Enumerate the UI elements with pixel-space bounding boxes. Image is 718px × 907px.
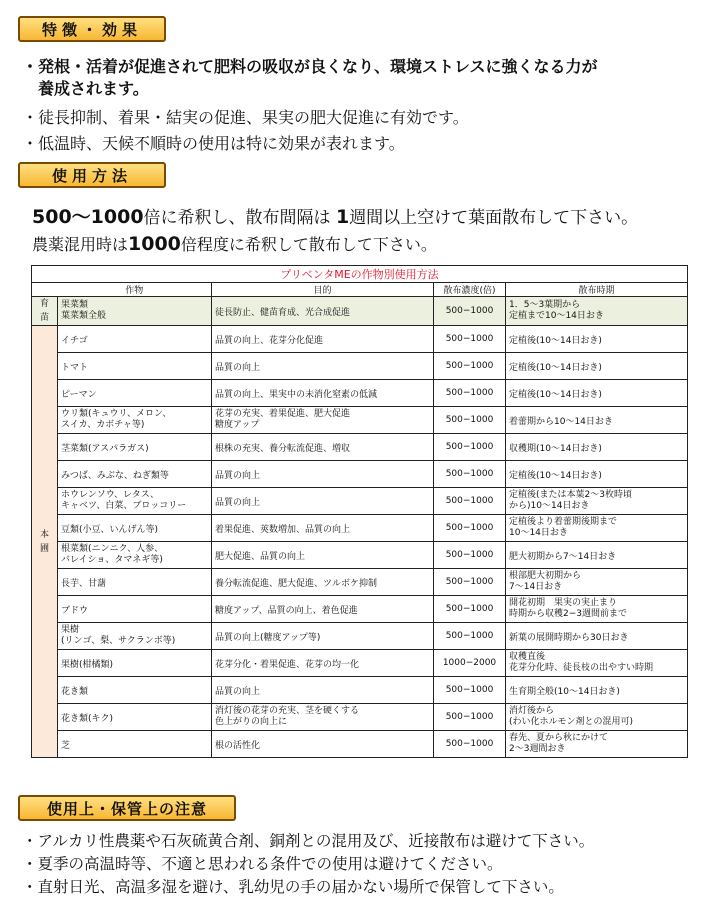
crop-cell: ブドウ: [58, 596, 212, 623]
purpose-cell: 着果促進、莢数増加、品質の向上: [212, 515, 434, 542]
table-row: [32, 461, 688, 488]
table-row: [32, 569, 688, 596]
timing-cell: 春先、夏から秋にかけて 2～3週間おき: [506, 731, 688, 758]
usage-line-1: [32, 202, 638, 229]
timing-cell: 新葉の展開時期から30日おき: [506, 623, 688, 650]
table-row: [32, 434, 688, 461]
table-title: プリベンタMEの作物別使用方法: [32, 266, 688, 283]
crop-cell: 果樹(柑橘類): [58, 650, 212, 677]
crop-cell: 根菜類(ニンニク、人参、 バレイショ、タマネギ等): [58, 542, 212, 569]
purpose-cell: 根株の充実、養分転流促進、増収: [212, 434, 434, 461]
caution-bullet-2: ・夏季の高温時等、不適と思われる条件での使用は避けてください。: [22, 855, 503, 873]
purpose-cell: 消灯後の花芽の充実、茎を硬くする 色上がりの向上に: [212, 704, 434, 731]
purpose-cell: 品質の向上: [212, 488, 434, 515]
purpose-cell: 糖度アップ、品質の向上、着色促進: [212, 596, 434, 623]
conc-cell: 500−1000: [434, 461, 506, 488]
crop-cell: 果樹 (リンゴ、梨、サクランボ等): [58, 623, 212, 650]
caution-bullet-1: ・アルカリ性農薬や石灰硫黄合剤、銅剤との混用及び、近接散布は避けて下さい。: [22, 832, 595, 850]
conc-cell: 500−1000: [434, 488, 506, 515]
nursery-conc: 500−1000: [434, 297, 506, 326]
conc-cell: 500−1000: [434, 623, 506, 650]
timing-cell: 定植後(10～14日おき): [506, 353, 688, 380]
table-row: [32, 326, 688, 353]
crop-cell: ホウレンソウ、レタス、 キャベツ、白菜、ブロッコリー: [58, 488, 212, 515]
header-timing: 散布時期: [506, 283, 688, 297]
crop-cell: 花き類(キク): [58, 704, 212, 731]
feature-bullet-3: ・低温時、天候不順時の使用は特に効果が表れます。: [22, 134, 405, 153]
stage-field: 本 圃: [32, 326, 58, 758]
conc-cell: 500−1000: [434, 515, 506, 542]
purpose-cell: 花芽分化・着果促進、花芽の均一化: [212, 650, 434, 677]
conc-cell: 500−1000: [434, 677, 506, 704]
crop-cell: ピーマン: [58, 380, 212, 407]
table-row: [32, 407, 688, 434]
conc-cell: 500−1000: [434, 542, 506, 569]
timing-cell: 収穫直後 花芽分化時、徒長枝の出やすい時期: [506, 650, 688, 677]
stage-nursery: 育 苗: [32, 297, 58, 326]
timing-cell: 定植後(10～14日おき): [506, 326, 688, 353]
header-conc: 散布濃度(倍): [434, 283, 506, 297]
crop-cell: イチゴ: [58, 326, 212, 353]
caution-bullet-3: ・直射日光、高温多湿を避け、乳幼児の手の届かない場所で保管して下さい。: [22, 878, 564, 896]
table-row: [32, 596, 688, 623]
purpose-cell: 根の活性化: [212, 731, 434, 758]
mix-dilution: 1000: [128, 233, 181, 255]
crop-cell: 豆類(小豆、いんげん等): [58, 515, 212, 542]
crop-cell: 長芋、甘藷: [58, 569, 212, 596]
features-heading: 特徴・効果: [18, 16, 166, 42]
interval-weeks: 1: [335, 206, 350, 228]
purpose-cell: 品質の向上、果実中の未消化窒素の低減: [212, 380, 434, 407]
conc-cell: 1000−2000: [434, 650, 506, 677]
crop-cell: みつば、みぶな、ねぎ類等: [58, 461, 212, 488]
usage-line-1-text-b: 週間以上空けて葉面散布して下さい。: [349, 208, 639, 228]
table-row: [32, 650, 688, 677]
conc-cell: 500−1000: [434, 380, 506, 407]
nursery-timing: 1．5～3葉期から 定植まで10～14日おき: [506, 297, 688, 326]
purpose-cell: 品質の向上: [212, 353, 434, 380]
purpose-cell: 品質の向上(糖度アップ等): [212, 623, 434, 650]
purpose-cell: 品質の向上: [212, 677, 434, 704]
header-stage: [32, 283, 58, 297]
timing-cell: 消灯後から (わい化ホルモン剤との混用可): [506, 704, 688, 731]
usage-line-2-text-b: 倍程度に希釈して散布して下さい。: [180, 235, 437, 254]
conc-cell: 500−1000: [434, 704, 506, 731]
usage-line-1-text-a: 倍に希釈し、散布間隔は: [143, 208, 336, 228]
crop-cell: 花き類: [58, 677, 212, 704]
timing-cell: 収穫期(10～14日おき): [506, 434, 688, 461]
conc-cell: 500−1000: [434, 434, 506, 461]
conc-cell: 500−1000: [434, 407, 506, 434]
conc-cell: 500−1000: [434, 353, 506, 380]
purpose-cell: 養分転流促進、肥大促進、ツルボケ抑制: [212, 569, 434, 596]
feature-bullet-2: ・徒長抑制、着果・結実の促進、果実の肥大促進に有効です。: [22, 108, 469, 127]
nursery-row: [32, 297, 688, 326]
conc-cell: 500−1000: [434, 326, 506, 353]
conc-cell: 500−1000: [434, 569, 506, 596]
purpose-cell: 肥大促進、品質の向上: [212, 542, 434, 569]
timing-cell: 生育期全般(10～14日おき): [506, 677, 688, 704]
timing-cell: 肥大初期から7～14日おき: [506, 542, 688, 569]
nursery-crop: 果菜類 葉菜類全般: [58, 297, 212, 326]
conc-cell: 500−1000: [434, 731, 506, 758]
dilution-range: 500～1000: [32, 206, 144, 228]
usage-line-2-text-a: 農薬混用時は: [32, 235, 129, 254]
feature-bullet-1-cont: 養成されます。: [22, 79, 149, 98]
table-row: [32, 488, 688, 515]
crop-cell: 茎菜類(アスパラガス): [58, 434, 212, 461]
table-row: [32, 542, 688, 569]
table-row: [32, 353, 688, 380]
table-row: [32, 515, 688, 542]
purpose-cell: 品質の向上: [212, 461, 434, 488]
timing-cell: 定植後(10～14日おき): [506, 461, 688, 488]
usage-heading: 使用方法: [18, 162, 166, 188]
crop-cell: 芝: [58, 731, 212, 758]
timing-cell: 着蕾期から10～14日おき: [506, 407, 688, 434]
header-purpose: 目的: [212, 283, 434, 297]
timing-cell: 根部肥大初期から 7～14日おき: [506, 569, 688, 596]
conc-cell: 500−1000: [434, 596, 506, 623]
table-row: [32, 731, 688, 758]
table-row: [32, 704, 688, 731]
header-crop: 作物: [58, 283, 212, 297]
usage-line-2: [32, 232, 437, 255]
crop-cell: ウリ類(キュウリ、メロン、 スイカ、カボチャ等): [58, 407, 212, 434]
feature-bullet-1: ・発根・活着が促進されて肥料の吸収が良くなり、環境ストレスに強くなる力が: [22, 57, 598, 76]
nursery-purpose: 徒長防止、健苗育成、光合成促進: [212, 297, 434, 326]
table-row: [32, 677, 688, 704]
timing-cell: 定植後より着蕾期後期まで 10～14日おき: [506, 515, 688, 542]
cautions-heading: 使用上・保管上の注意: [18, 795, 236, 821]
purpose-cell: 花芽の充実、着果促進、肥大促進 糖度アップ: [212, 407, 434, 434]
timing-cell: 開花初期 果実の実止まり 時期から収穫2−3週間前まで: [506, 596, 688, 623]
table-row: [32, 380, 688, 407]
timing-cell: 定植後(または本葉2～3枚時頃 から)10～14日おき: [506, 488, 688, 515]
table-row: [32, 623, 688, 650]
timing-cell: 定植後(10～14日おき): [506, 380, 688, 407]
crop-usage-table: [31, 265, 688, 758]
crop-cell: トマト: [58, 353, 212, 380]
purpose-cell: 品質の向上、花芽分化促進: [212, 326, 434, 353]
